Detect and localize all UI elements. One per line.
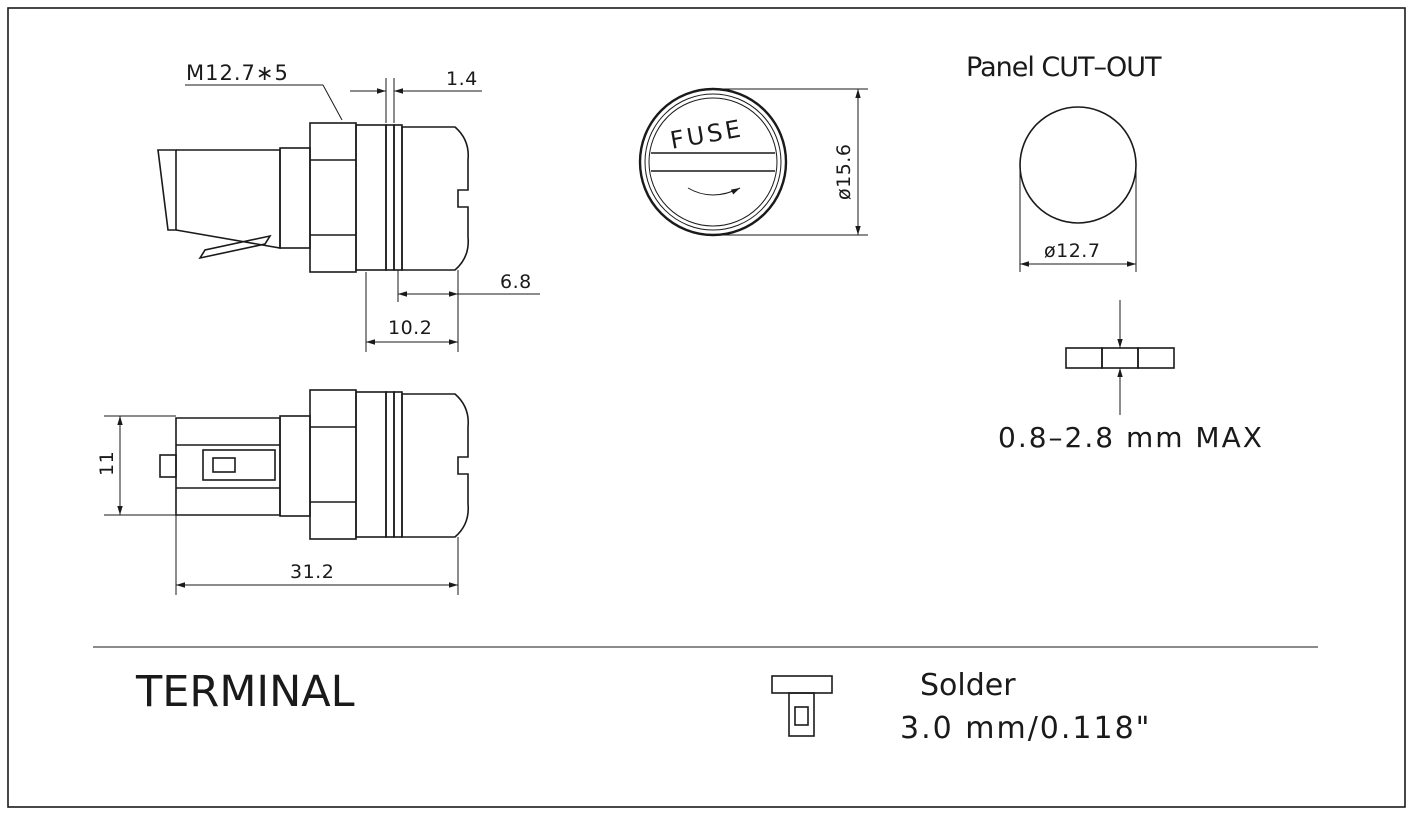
cap-fuse-text: FUSE: [668, 114, 746, 155]
front-length-dimension: 10.2: [388, 317, 433, 339]
cap-diameter-dimension: ø15.6: [833, 143, 855, 200]
cap-length-dimension: 6.8: [500, 271, 532, 293]
terminal-section: [135, 667, 1151, 746]
panel-thickness-label: 0.8–2.8 mm MAX: [998, 421, 1264, 454]
thread-label: M12.7∗5: [186, 61, 289, 85]
bottom-view: [96, 390, 468, 595]
total-length-dimension: 31.2: [290, 561, 335, 583]
solder-terminal-icon: [772, 676, 832, 736]
terminal-type: Solder: [920, 668, 1016, 703]
panel-cutout-title: Panel CUT–OUT: [966, 52, 1161, 83]
front-view: [640, 89, 868, 235]
height-dimension: 11: [96, 450, 118, 476]
side-view: [158, 61, 540, 352]
terminal-heading: TERMINAL: [136, 667, 355, 717]
flange-dimension: 1.4: [446, 68, 478, 90]
cutout-diameter-dimension: ø12.7: [1044, 240, 1101, 262]
panel-cutout: [966, 52, 1264, 454]
terminal-size: 3.0 mm/0.118": [900, 711, 1152, 746]
